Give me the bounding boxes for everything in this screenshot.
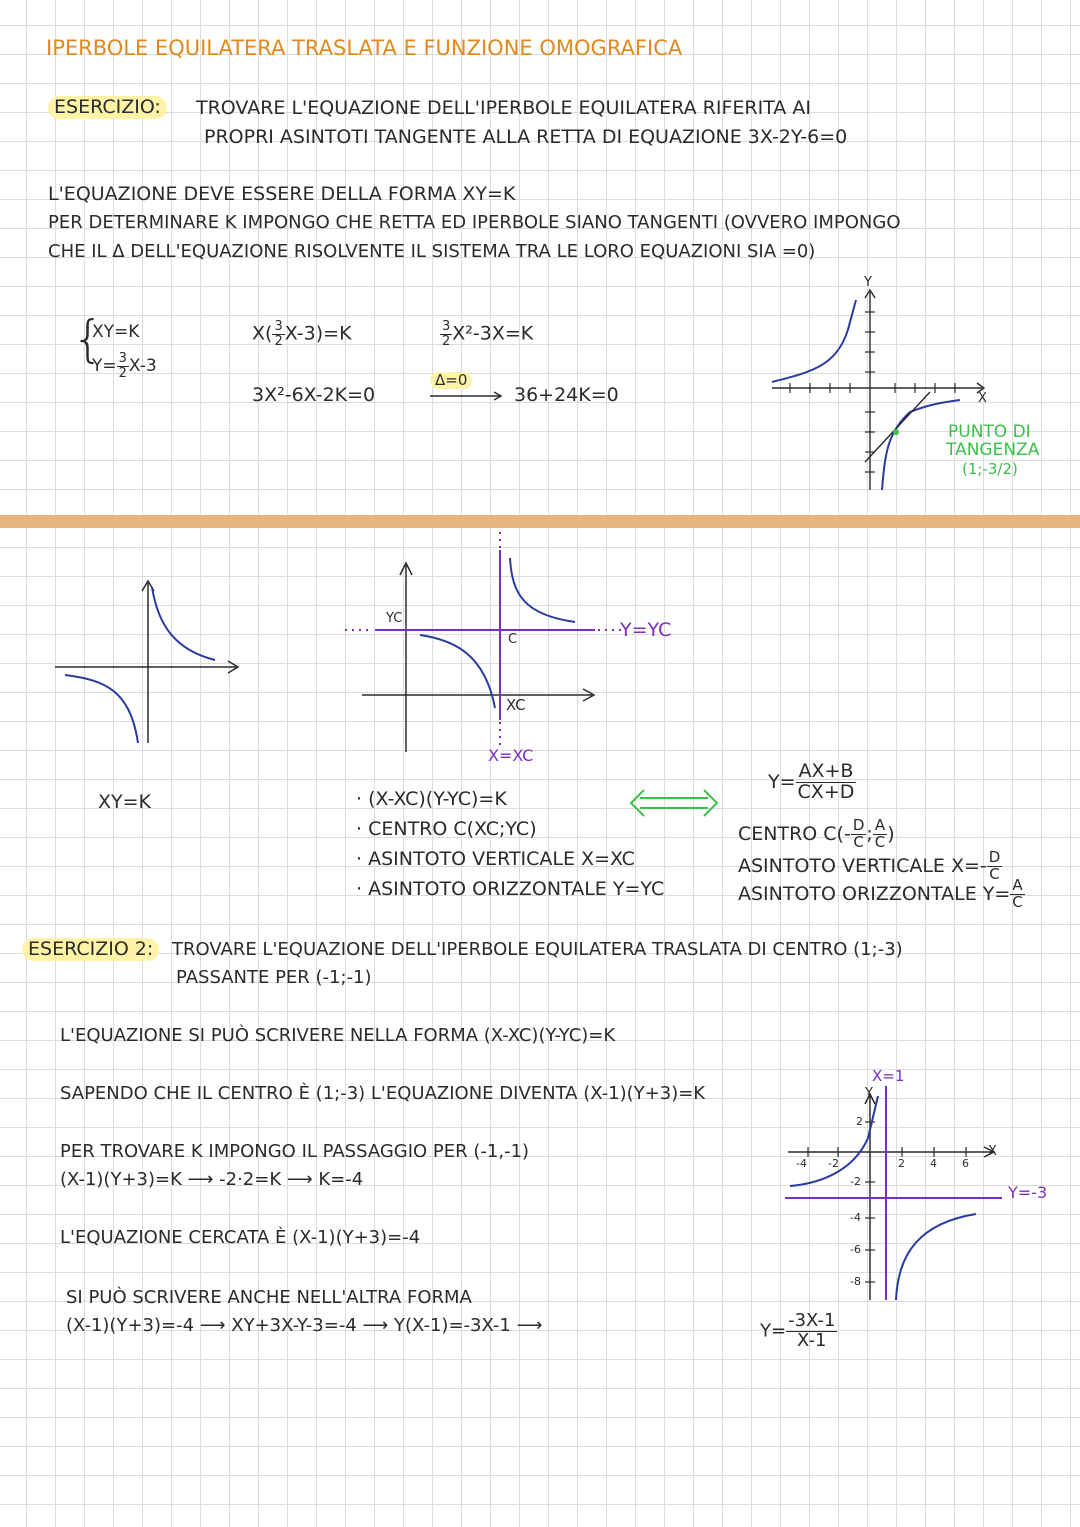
system-eq2: Y= $\frac{3}{2}$ X-3 [92, 351, 157, 381]
ex2-final-form: Y= $\frac{-3X-1}{X-1}$ [760, 1310, 836, 1351]
ex2-paragraph7: (X-1)(Y+3)=-4 ⟶ XY+3X-Y-3=-4 ⟶ Y(X-1)=-3X-1 ⟶ [66, 1315, 543, 1336]
arrow-icon [428, 390, 508, 402]
exercise1-label: ESERCIZIO: [48, 96, 167, 119]
graph2-y-label: Y [865, 1086, 873, 1101]
exercise2-label: ESERCIZIO 2: [22, 938, 159, 961]
bullet-vertical-asymptote: · ASINTOTO VERTICALE X=XC [356, 848, 635, 870]
yc-label: YC [386, 611, 403, 626]
graph1-x-label: X [978, 391, 987, 406]
expanded-step: $\frac{3}{2}$ X²-3X=K [442, 319, 534, 349]
bullet-center: · CENTRO C(XC;YC) [356, 818, 537, 840]
homographic-vertical-asymptote: ASINTOTO VERTICALE X=- $\frac{D}{C}$ [738, 848, 1001, 883]
ex2-paragraph4: (X-1)(Y+3)=K ⟶ -2·2=K ⟶ K=-4 [60, 1169, 364, 1190]
quadratic-equation: 3X²-6X-2K=0 [252, 384, 376, 406]
ex2-paragraph3: PER TROVARE K IMPONGO IL PASSAGGIO PER (-1,-1) [60, 1141, 530, 1162]
hyperbola-basic-graph [50, 575, 250, 750]
system-eq1: XY=K [92, 322, 140, 342]
homographic-function: Y= $\frac{AX+B}{CX+D}$ [768, 760, 855, 803]
section-divider [0, 515, 1080, 528]
exercise2-text-line1: TROVARE L'EQUAZIONE DELL'IPERBOLE EQUILATERA TRASLATA DI CENTRO (1;-3) [172, 939, 903, 960]
tangency-point: (1;-3/2) [962, 460, 1018, 478]
bullet-horizontal-asymptote: · ASINTOTO ORIZZONTALE Y=YC [356, 878, 665, 900]
exercise2-text-line2: PASSANTE PER (-1;-1) [176, 967, 372, 988]
vertical-asymptote-label: X=XC [488, 746, 534, 765]
ex1-paragraph3: CHE IL Δ DELL'EQUAZIONE RISOLVENTE IL SISTEMA TRA LE LORO EQUAZIONI SIA =0) [48, 241, 816, 262]
ex2-paragraph6: SI PUÒ SCRIVERE ANCHE NELL'ALTRA FORMA [66, 1287, 472, 1308]
tangency-label1: PUNTO DI [948, 422, 1031, 442]
homographic-center: CENTRO C(- $\frac{D}{C}$ ; $\frac{A}{C}$ ) [738, 816, 895, 851]
graph2-vertical-asymptote: X=1 [872, 1067, 905, 1085]
xc-label: XC [506, 696, 526, 714]
page-title: IPERBOLE EQUILATERA TRASLATA E FUNZIONE OMOGRAFICA [46, 36, 683, 60]
ex1-paragraph2: PER DETERMINARE K IMPONGO CHE RETTA ED IPERBOLE SIANO TANGENTI (OVVERO IMPONGO [48, 212, 901, 233]
graph1-y-label: Y [864, 275, 872, 290]
exercise1-text-line1: TROVARE L'EQUAZIONE DELL'IPERBOLE EQUILATERA RIFERITA AI [196, 97, 811, 119]
horizontal-asymptote-label: Y=YC [620, 619, 672, 641]
equivalence-arrow-icon [628, 788, 720, 818]
tangency-label2: TANGENZA [946, 440, 1040, 460]
delta-condition: Δ=0 [430, 372, 472, 389]
graph2-horizontal-asymptote: Y=-3 [1008, 1183, 1048, 1202]
ex1-paragraph1: L'EQUAZIONE DEVE ESSERE DELLA FORMA XY=K [48, 183, 516, 205]
delta-result: 36+24K=0 [514, 384, 619, 406]
graph2-x-label: X [988, 1144, 997, 1159]
basic-equation: XY=K [98, 791, 152, 813]
substitution-step: X( $\frac{3}{2}$ X-3)=K [252, 319, 352, 349]
system-brace: { [72, 310, 104, 368]
exercise1-text-line2: PROPRI ASINTOTI TANGENTE ALLA RETTA DI EQUAZIONE 3X-2Y-6=0 [204, 126, 848, 148]
bullet-equation: · (X-XC)(Y-YC)=K [356, 788, 507, 810]
ex2-paragraph5: L'EQUAZIONE CERCATA È (X-1)(Y+3)=-4 [60, 1227, 421, 1248]
center-label: C [508, 632, 518, 647]
ex2-paragraph2: SAPENDO CHE IL CENTRO È (1;-3) L'EQUAZIONE DIVENTA (X-1)(Y+3)=K [60, 1083, 706, 1104]
ex2-paragraph1: L'EQUAZIONE SI PUÒ SCRIVERE NELLA FORMA (X-XC)(Y-YC)=K [60, 1025, 616, 1046]
homographic-horizontal-asymptote: ASINTOTO ORIZZONTALE Y= $\frac{A}{C}$ [738, 876, 1023, 911]
